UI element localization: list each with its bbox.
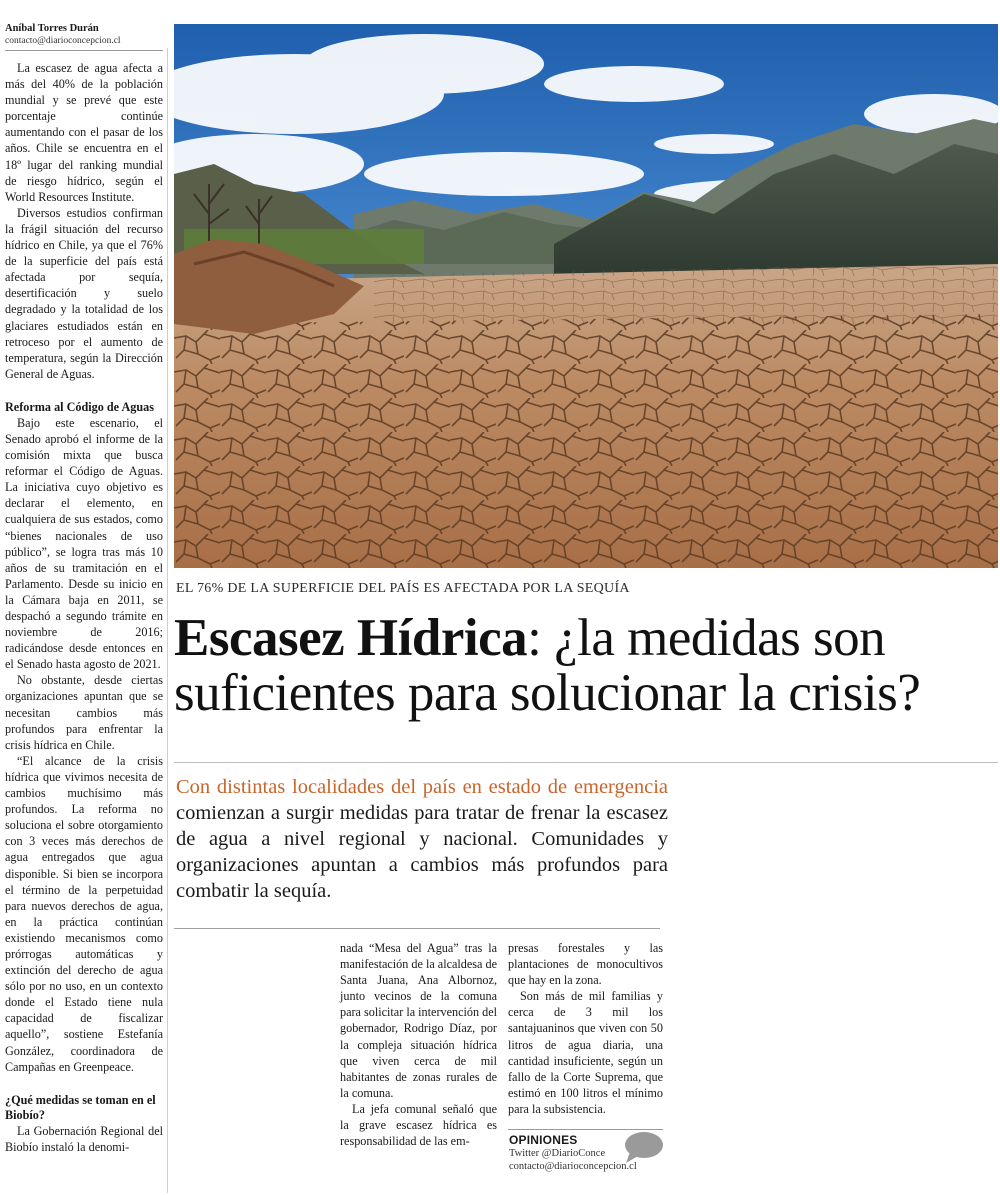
column-divider bbox=[167, 48, 168, 1193]
headline-divider bbox=[174, 762, 998, 763]
body-paragraph: nada “Mesa del Agua” tras la manifestación de la alcaldesa de Santa Juana, Ana Albornoz, junto vecinos de la comuna para solicitar la intervención del gobernador, Rodrigo Díaz, por la compleja situación hídrica que viven cerca de mil habitantes de zonas rurales de la comuna. bbox=[340, 941, 498, 1100]
body-paragraph: La Gobernación Regional del Biobío instaló la denomi- bbox=[5, 1123, 163, 1154]
subhead-reforma: Reforma al Código de Aguas bbox=[5, 399, 154, 414]
opinion-title: OPINIONES bbox=[509, 1133, 578, 1147]
opinion-email: contacto@diarioconcepcion.cl bbox=[509, 1161, 637, 1172]
author-email: contacto@diarioconcepcion.cl bbox=[5, 36, 121, 46]
body-paragraph: La escasez de agua afecta a más del 40% de la población mundial y se prevé que este porcentaje continúe aumentando con el pasar de los años. Chile se encuentra en el 18º lugar del ranking mundial de riesgo hídrico, según el World Resources Institute. bbox=[5, 61, 163, 204]
opinion-twitter: Twitter @DiarioConce bbox=[509, 1148, 606, 1159]
deck bbox=[176, 774, 668, 904]
body-paragraph: No obstante, desde ciertas organizaciones apuntan que se necesitan cambios más profundos para enfrentar la crisis hídrica en Chile. bbox=[5, 673, 163, 752]
headline-bold: Escasez Hídrica bbox=[174, 609, 528, 667]
deck-divider bbox=[174, 928, 660, 929]
speech-bubble-icon bbox=[622, 1130, 664, 1166]
author-divider bbox=[5, 50, 163, 51]
body-paragraph: Son más de mil familias y cerca de 3 mil los santajuaninos que viven con 50 litros de agua diaria, una cantidad insuficiente, según un fallo de la Corte Suprema, que estimó en 100 litros el mínimo para la subsistencia. bbox=[508, 989, 663, 1116]
left-column-text bbox=[5, 60, 163, 1155]
body-paragraph: Diversos estudios confirman la frágil situación del recurso hídrico en Chile, ya que el 76% de la superficie del país está afectada por sequía, desertificación y suelo degradado y la totalidad de los glaciares estudiados están en retroceso por el aumento de temperatura, según la Dirección General de Aguas. bbox=[5, 205, 163, 381]
body-paragraph: “El alcance de la crisis hídrica que vivimos necesita de cambios muchísimo más profundos. La reforma no soluciona el sobre otorgamiento con 3 veces más derechos de agua entregados que agua disponible. Si bien se incorpora el término de la perpetuidad para nuevos derechos de agua, en la práctica continúan existiendo mecanismos como prórrogas automáticas y extinción del derecho de agua sólo por no uso, en un contexto donde el Estado tiene nula capacidad de fiscalizar aquello”, sostiene Estefanía González, coordinadora de Campañas en Greenpeace. bbox=[5, 753, 163, 1074]
deck-rest: comienzan a surgir medidas para tratar de frenar la escasez de agua a nivel regional y nacional. Comunidades y organizaciones apuntan a cambios más profundos para combatir la sequía. bbox=[176, 802, 668, 902]
kicker: EL 76% DE LA SUPERFICIE DEL PAÍS ES AFECTADA POR LA SEQUÍA bbox=[176, 581, 630, 596]
subhead-biobio: ¿Qué medidas se toman en el Biobío? bbox=[5, 1092, 156, 1122]
left-column bbox=[5, 22, 163, 1155]
body-paragraph: La jefa comunal señaló que la grave escasez hídrica es responsabilidad de las em- bbox=[340, 1101, 497, 1149]
middle-column bbox=[340, 940, 497, 1149]
author-name: Aníbal Torres Durán bbox=[5, 23, 99, 34]
drought-landscape-photo bbox=[174, 24, 998, 568]
headline bbox=[174, 611, 998, 721]
headline-rest: : ¿la medidas son suficientes para solucionar la crisis? bbox=[174, 609, 921, 722]
body-paragraph: Bajo este escenario, el Senado aprobó el informe de la comisión mixta que busca reformar el Código de Aguas. La iniciativa cuyo objetivo es declarar el elemento, en cualquiera de sus estados, como “bienes nacionales de uso público”, se logra tras más 10 años de su tramitación en el Parlamento. Desde su inicio en la Cámara baja en 2011, se despachó a segundo trámite en noviembre de 2016; radicándose desde entonces en el Senado hasta agosto de 2021. bbox=[5, 415, 163, 672]
deck-accent: Con distintas localidades del país en estado de emergencia bbox=[176, 776, 668, 798]
right-column bbox=[508, 940, 663, 1117]
body-paragraph: presas forestales y las plantaciones de monocultivos que hay en la zona. bbox=[508, 941, 663, 988]
